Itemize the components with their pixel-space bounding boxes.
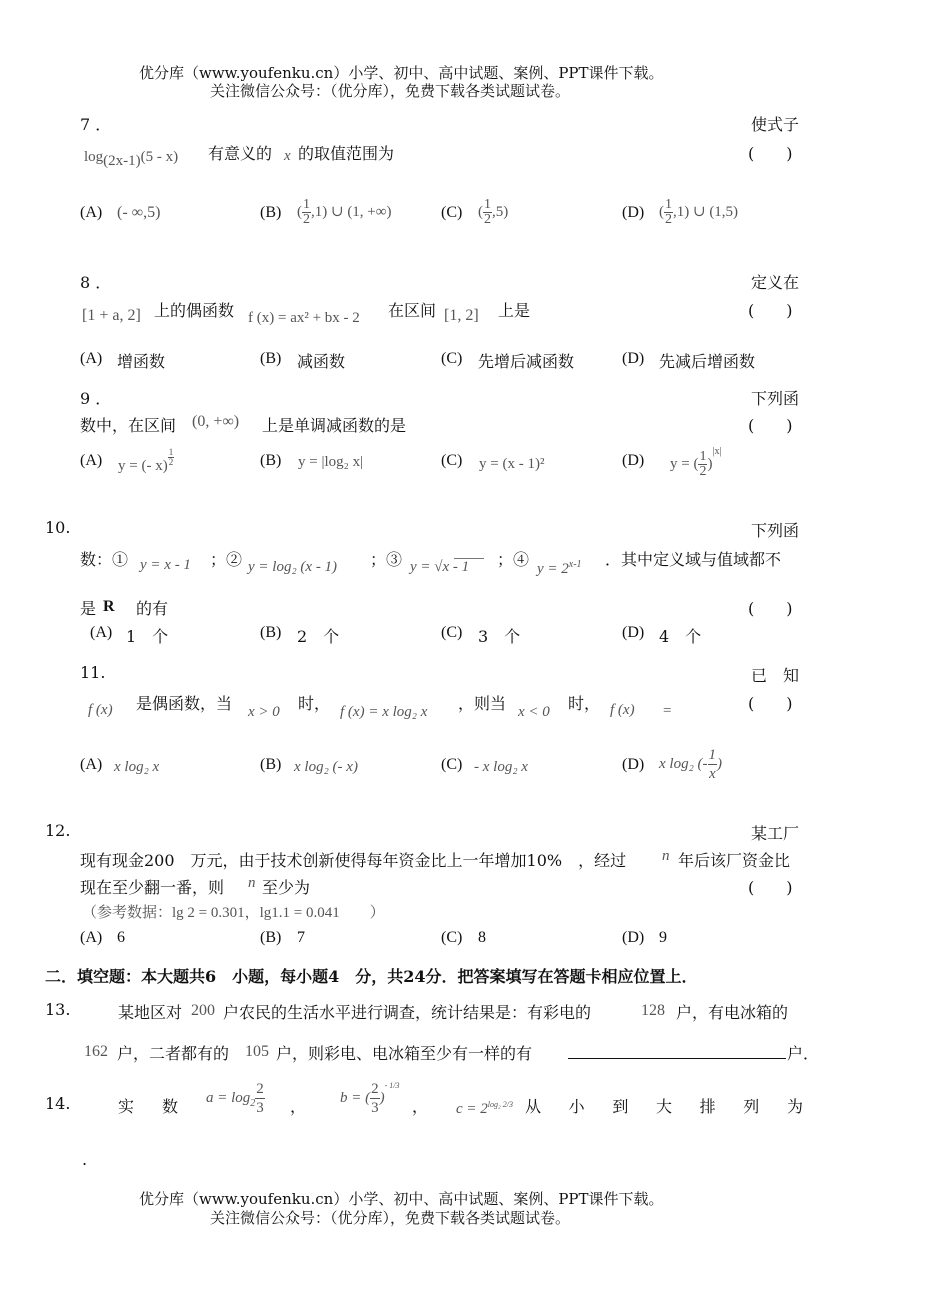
q7-c-open: ( [478, 203, 483, 220]
q13-answer-blank[interactable] [568, 1058, 786, 1059]
q11-option-b-label: (B) [260, 756, 282, 773]
q11-number: 11. [80, 663, 106, 682]
q7-lead: 使式子 [751, 115, 800, 134]
q12-ref: （参考数据：lg 2 = 0.301，lg1.1 = 0.041 ） [82, 905, 385, 921]
q13-n1: 200 [191, 1002, 215, 1019]
q7-paren: ( ) [748, 144, 793, 163]
q10-sqrt-bar [454, 558, 484, 559]
q11-d-num: 1 [708, 747, 717, 763]
q10-option-d-label: (D) [622, 624, 645, 641]
q13-t2: 户农民的生活水平进行调查，统计结果是：有彩电的 [223, 1003, 592, 1022]
q9-d-pre: y = ( [670, 456, 699, 472]
q10-t2: ；② [210, 550, 243, 569]
q7-formula [84, 146, 178, 170]
q7-b-half-den: 2 [303, 212, 310, 227]
q13-t5: 户，则彩电、电冰箱至少有一样的有 [276, 1044, 533, 1063]
q14-dot: . [82, 1150, 88, 1169]
q11-c2: x < 0 [518, 704, 550, 720]
q7-log-arg: (5 - x) [140, 149, 179, 165]
q12-option-d: 9 [659, 929, 667, 946]
q9-d-num: 1 [699, 449, 707, 465]
q13-t1: 某地区对 [118, 1003, 183, 1022]
q14-b [340, 1080, 400, 1117]
q11-option-d-label: (D) [622, 756, 645, 773]
q14-word: 排 [699, 1097, 716, 1116]
q7-text-2: 的取值范围为 [298, 144, 395, 163]
q8-option-b-label: (B) [260, 350, 282, 367]
q9-a-exp-den: 2 [168, 457, 174, 467]
q9-option-c-label: (C) [441, 452, 463, 469]
q11-fx2: f (x) [610, 702, 635, 718]
q13-n4: 105 [245, 1043, 269, 1060]
q14-a-den: 3 [256, 1100, 264, 1116]
q10-t7: 的有 [136, 599, 169, 618]
q11-eq: = [663, 703, 672, 719]
q14-t1: 实 [118, 1097, 135, 1116]
q11-option-a: x log₂ x [114, 759, 160, 775]
q7-var: x [284, 148, 291, 164]
q11-option-d [659, 746, 722, 783]
q14-a [206, 1080, 265, 1117]
q10-f4-base: y = 2 [537, 561, 569, 577]
q14-word: 为 [786, 1097, 803, 1116]
q11-t4: 时， [568, 694, 601, 713]
header-line-2: 关注微信公众号：（优分库），免费下载各类试题试卷。 [210, 82, 571, 100]
q11-option-c-label: (C) [441, 756, 463, 773]
q9-option-d [670, 446, 721, 479]
q10-f1: y = x - 1 [140, 557, 191, 573]
q14-c-base: c = 2 [456, 1101, 488, 1117]
q10-option-b-label: (B) [260, 624, 282, 641]
q7-d-half [664, 198, 673, 227]
q9-text-1: 数中，在区间 [80, 416, 177, 435]
q9-option-d-label: (D) [622, 452, 645, 469]
q8-option-d-label: (D) [622, 350, 645, 367]
q8-interval-2: [1, 2] [444, 307, 479, 324]
q9-d-exp: |x| [712, 446, 722, 457]
q12-option-c-label: (C) [441, 929, 463, 946]
q7-option-a: (- ∞,5) [117, 204, 161, 221]
q8-option-a-label: (A) [80, 350, 103, 367]
q7-b-tail: ,1) ∪ (1, +∞) [311, 203, 392, 220]
q7-option-c-label: (C) [441, 204, 463, 221]
q14-comma-1: ， [290, 1097, 307, 1116]
q10-t5: ．其中定义域与值域都不 [605, 550, 782, 569]
q7-d-tail: ,1) ∪ (1,5) [673, 203, 739, 220]
q11-fx: f (x) [88, 702, 113, 718]
q7-c-half-num: 1 [484, 197, 491, 212]
q14-c-exp: log₂ 2/3 [487, 1100, 514, 1109]
q7-log: log [84, 149, 104, 165]
q13-number: 13. [45, 1000, 71, 1019]
q14-c [456, 1100, 513, 1118]
q7-c-half-den: 2 [484, 212, 491, 227]
q12-option-b: 7 [297, 929, 305, 946]
q11-d-post: ) [717, 755, 723, 772]
q12-line-1b: 年后该厂资金比 [678, 851, 791, 870]
q8-number: 8 ． [80, 273, 112, 292]
q10-t1: 数：① [80, 550, 129, 569]
q7-number: 7 ． [80, 115, 112, 134]
q8-text-1: 上的偶函数 [154, 301, 235, 320]
q11-t1: 是偶函数，当 [136, 694, 233, 713]
footer-line-1: 优分库（www.youfenku.cn）小学、初中、高中试题、案例、PPT课件下载。 [139, 1190, 664, 1208]
q11-d-pre: x log₂ (- [659, 755, 708, 772]
q7-text-1: 有意义的 [208, 144, 273, 163]
q14-a-base: 2 [250, 1097, 256, 1109]
q9-option-b: y = |log₂ x| [298, 454, 364, 470]
q12-n: n [662, 848, 670, 864]
q12-option-b-label: (B) [260, 929, 282, 946]
q13-t6: 户． [787, 1044, 820, 1063]
q11-c1: x > 0 [248, 704, 280, 720]
q14-a-frac [255, 1080, 265, 1117]
q14-number: 14. [45, 1094, 71, 1113]
q12-option-a-label: (A) [80, 929, 103, 946]
q14-a-num: 2 [256, 1081, 264, 1097]
q9-a-exp-num: 1 [168, 447, 174, 457]
q8-paren: ( ) [748, 301, 793, 320]
q14-b-exp: - 1/3 [384, 1080, 400, 1090]
q9-text-2: 上是单调减函数的是 [262, 416, 407, 435]
q9-option-a-label: (A) [80, 452, 103, 469]
q7-b-open: ( [297, 203, 302, 220]
q14-b-den: 3 [371, 1100, 379, 1116]
q12-line-1a: 现有现金200 万元，由于技术创新使得每年资金比上一年增加10% ，经过 [80, 851, 627, 870]
q14-word: 从 [525, 1097, 542, 1116]
q11-paren: ( ) [748, 694, 793, 713]
q7-b-half [302, 198, 311, 227]
q10-t3: ；③ [370, 550, 403, 569]
footer-line-2: 关注微信公众号：（优分库），免费下载各类试题试卷。 [210, 1209, 571, 1227]
q10-option-d: 4 个 [659, 627, 702, 646]
q9-a-base: y = (- x) [118, 458, 168, 474]
q14-t2: 数 [162, 1097, 179, 1116]
q10-lead: 下列函 [751, 521, 800, 540]
q11-d-frac [708, 746, 718, 783]
q14-word: 列 [743, 1097, 760, 1116]
q12-option-d-label: (D) [622, 929, 645, 946]
q14-a-log: a = log [206, 1089, 251, 1106]
q13-t3: 户，有电冰箱的 [676, 1003, 789, 1022]
q9-option-a [118, 447, 174, 474]
q14-words [525, 1094, 803, 1117]
q11-t2: 时， [298, 694, 331, 713]
q12-n2: n [248, 875, 256, 891]
q8-option-b: 减函数 [297, 352, 346, 371]
q8-lead: 定义在 [751, 273, 800, 292]
q7-c-tail: ,5) [492, 203, 509, 220]
q14-b-frac [370, 1080, 380, 1117]
q8-option-c: 先增后减函数 [478, 352, 575, 371]
q7-log-base: (2x-1) [103, 153, 141, 170]
q9-paren: ( ) [748, 416, 793, 435]
q13-n3: 162 [84, 1043, 108, 1060]
q10-number: 10. [45, 518, 71, 537]
q10-t6: 是 [80, 599, 97, 618]
q9-d-post: ) [707, 456, 713, 472]
q10-R: R [103, 598, 115, 615]
header-line-1: 优分库（www.youfenku.cn）小学、初中、高中试题、案例、PPT课件下载。 [139, 64, 664, 82]
q11-f1: f (x) = x log₂ x [340, 704, 428, 720]
q14-word: 大 [655, 1097, 672, 1116]
q8-formula: f (x) = ax² + bx - 2 [248, 310, 360, 326]
q14-b-pre: b = ( [340, 1089, 371, 1106]
q13-t4: 户，二者都有的 [117, 1044, 230, 1063]
q14-comma-2: ， [412, 1097, 429, 1116]
q11-option-b: x log₂ (- x) [294, 759, 358, 775]
q9-option-b-label: (B) [260, 452, 282, 469]
q10-f2: y = log₂ (x - 1) [248, 559, 338, 575]
q10-paren: ( ) [748, 599, 793, 618]
q11-d-den: x [708, 766, 716, 782]
q7-option-b-label: (B) [260, 204, 282, 221]
q14-word: 到 [612, 1097, 629, 1116]
q10-f3: y = √x - 1 [410, 559, 470, 575]
q7-option-a-label: (A) [80, 204, 103, 221]
q8-option-c-label: (C) [441, 350, 463, 367]
q9-number: 9 ． [80, 389, 112, 408]
q12-option-c: 8 [478, 929, 486, 946]
q9-interval: (0, +∞) [192, 413, 240, 430]
q10-f4 [537, 559, 582, 578]
q12-line-2b: 至少为 [262, 878, 311, 897]
q8-text-3: 上是 [498, 301, 531, 320]
q11-option-c: - x log₂ x [474, 759, 528, 775]
q10-f4-exp: x-1 [568, 559, 582, 570]
q7-option-d [659, 198, 738, 227]
q8-interval-1: [1 + a, 2] [82, 307, 141, 324]
q7-option-d-label: (D) [622, 204, 645, 221]
q7-option-c [478, 198, 508, 227]
section-2-title: 二．填空题：本大题共6 小题，每小题4 分，共24分．把答案填写在答题卡相应位置上． [45, 967, 698, 986]
q7-b-half-num: 1 [303, 197, 310, 212]
q7-d-open: ( [659, 203, 664, 220]
q9-a-exp [168, 448, 175, 467]
q7-d-half-den: 2 [665, 212, 672, 227]
q12-number: 12. [45, 821, 71, 840]
q10-option-a: 1 个 [126, 627, 169, 646]
q9-d-den: 2 [699, 464, 707, 480]
q7-c-half [483, 198, 492, 227]
q11-option-a-label: (A) [80, 756, 103, 773]
q7-option-b [297, 198, 391, 227]
q12-line-2a: 现在至少翻一番，则 [80, 878, 225, 897]
q9-option-c: y = (x - 1)² [479, 456, 545, 472]
q10-t4: ；④ [497, 550, 530, 569]
q8-text-2: 在区间 [388, 301, 437, 320]
q10-option-b: 2 个 [297, 627, 340, 646]
q10-option-c-label: (C) [441, 624, 463, 641]
q8-option-d: 先减后增函数 [659, 352, 756, 371]
q10-option-a-label: (A) [90, 624, 113, 641]
q10-option-c: 3 个 [478, 627, 521, 646]
q9-lead: 下列函 [751, 389, 800, 408]
q14-b-num: 2 [371, 1081, 379, 1097]
q14-word: 小 [568, 1097, 585, 1116]
q11-t3: ，则当 [458, 694, 507, 713]
q7-d-half-num: 1 [665, 197, 672, 212]
q12-lead: 某工厂 [751, 824, 800, 843]
q13-n2: 128 [641, 1002, 665, 1019]
q14-b-post: ) [379, 1089, 385, 1106]
q12-paren: ( ) [748, 878, 793, 897]
q8-option-a: 增函数 [117, 352, 166, 371]
q12-option-a: 6 [117, 929, 125, 946]
q11-lead: 已 知 [751, 666, 800, 685]
